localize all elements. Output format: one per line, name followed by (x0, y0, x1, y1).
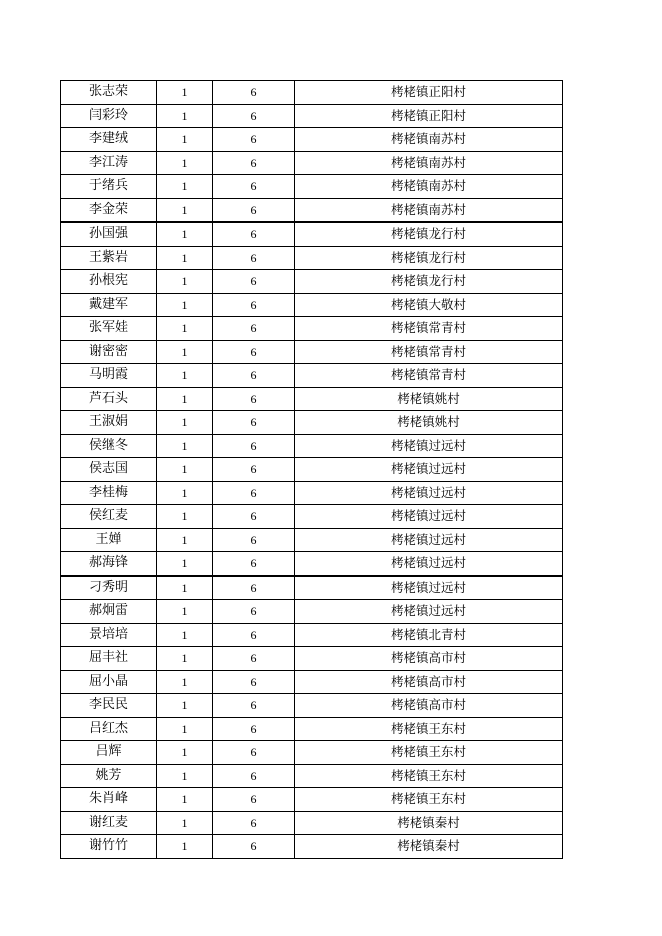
table-row (61, 128, 563, 152)
value-cell: 6 (213, 175, 295, 199)
name-cell: 李金荣 (61, 198, 157, 222)
table-row (61, 552, 563, 576)
value-cell: 6 (213, 670, 295, 694)
count-cell: 1 (157, 340, 213, 364)
value-cell: 6 (213, 458, 295, 482)
count-cell: 1 (157, 623, 213, 647)
name-cell: 李桂梅 (61, 481, 157, 505)
name-cell: 王紫岩 (61, 246, 157, 270)
address-cell: 栲栳镇过远村 (295, 600, 563, 624)
value-cell: 6 (213, 340, 295, 364)
address-cell: 栲栳镇龙行村 (295, 270, 563, 294)
name-cell: 王淑娟 (61, 411, 157, 435)
address-cell: 栲栳镇秦村 (295, 835, 563, 859)
name-cell: 李建绒 (61, 128, 157, 152)
data-table (60, 80, 563, 859)
address-cell: 栲栳镇过远村 (295, 481, 563, 505)
table-row (61, 788, 563, 812)
count-cell: 1 (157, 647, 213, 671)
count-cell: 1 (157, 717, 213, 741)
address-cell: 栲栳镇正阳村 (295, 104, 563, 128)
table-row (61, 458, 563, 482)
value-cell: 6 (213, 222, 295, 246)
value-cell: 6 (213, 387, 295, 411)
table-row (61, 835, 563, 859)
value-cell: 6 (213, 198, 295, 222)
count-cell: 1 (157, 270, 213, 294)
table-row (61, 317, 563, 341)
count-cell: 1 (157, 552, 213, 576)
count-cell: 1 (157, 387, 213, 411)
name-cell: 谢密密 (61, 340, 157, 364)
count-cell: 1 (157, 505, 213, 529)
count-cell: 1 (157, 81, 213, 105)
address-cell: 栲栳镇王东村 (295, 764, 563, 788)
table-row (61, 81, 563, 105)
value-cell: 6 (213, 246, 295, 270)
value-cell: 6 (213, 317, 295, 341)
table-row (61, 811, 563, 835)
table-row (61, 764, 563, 788)
table-row (61, 411, 563, 435)
value-cell: 6 (213, 104, 295, 128)
table-row (61, 151, 563, 175)
table-row (61, 600, 563, 624)
table-row (61, 528, 563, 552)
count-cell: 1 (157, 104, 213, 128)
count-cell: 1 (157, 458, 213, 482)
address-cell: 栲栳镇过远村 (295, 434, 563, 458)
address-cell: 栲栳镇龙行村 (295, 246, 563, 270)
value-cell: 6 (213, 764, 295, 788)
value-cell: 6 (213, 270, 295, 294)
address-cell: 栲栳镇高市村 (295, 670, 563, 694)
name-cell: 孙根宪 (61, 270, 157, 294)
address-cell: 栲栳镇正阳村 (295, 81, 563, 105)
value-cell: 6 (213, 600, 295, 624)
name-cell: 吕红杰 (61, 717, 157, 741)
name-cell: 闫彩玲 (61, 104, 157, 128)
name-cell: 李民民 (61, 694, 157, 718)
address-cell: 栲栳镇过远村 (295, 576, 563, 600)
table-row (61, 481, 563, 505)
name-cell: 侯志国 (61, 458, 157, 482)
count-cell: 1 (157, 317, 213, 341)
value-cell: 6 (213, 505, 295, 529)
address-cell: 栲栳镇常青村 (295, 340, 563, 364)
address-cell: 栲栳镇过远村 (295, 458, 563, 482)
address-cell: 栲栳镇王东村 (295, 717, 563, 741)
name-cell: 屈小晶 (61, 670, 157, 694)
address-cell: 栲栳镇北青村 (295, 623, 563, 647)
address-cell: 栲栳镇南苏村 (295, 175, 563, 199)
address-cell: 栲栳镇过远村 (295, 528, 563, 552)
name-cell: 刁秀明 (61, 576, 157, 600)
name-cell: 景培培 (61, 623, 157, 647)
count-cell: 1 (157, 481, 213, 505)
name-cell: 姚芳 (61, 764, 157, 788)
name-cell: 孙国强 (61, 222, 157, 246)
address-cell: 栲栳镇高市村 (295, 647, 563, 671)
table-row (61, 293, 563, 317)
table-row (61, 246, 563, 270)
count-cell: 1 (157, 198, 213, 222)
table-row (61, 364, 563, 388)
value-cell: 6 (213, 128, 295, 152)
address-cell: 栲栳镇常青村 (295, 317, 563, 341)
table-row (61, 198, 563, 222)
name-cell: 朱肖峰 (61, 788, 157, 812)
count-cell: 1 (157, 528, 213, 552)
name-cell: 郝炯雷 (61, 600, 157, 624)
count-cell: 1 (157, 788, 213, 812)
name-cell: 侯红麦 (61, 505, 157, 529)
address-cell: 栲栳镇龙行村 (295, 222, 563, 246)
value-cell: 6 (213, 623, 295, 647)
name-cell: 于绪兵 (61, 175, 157, 199)
name-cell: 屈丰社 (61, 647, 157, 671)
address-cell: 栲栳镇姚村 (295, 411, 563, 435)
table-row (61, 670, 563, 694)
table-row (61, 270, 563, 294)
table-row (61, 175, 563, 199)
address-cell: 栲栳镇秦村 (295, 811, 563, 835)
count-cell: 1 (157, 741, 213, 765)
count-cell: 1 (157, 151, 213, 175)
value-cell: 6 (213, 151, 295, 175)
table-row (61, 104, 563, 128)
name-cell: 谢红麦 (61, 811, 157, 835)
value-cell: 6 (213, 481, 295, 505)
count-cell: 1 (157, 600, 213, 624)
value-cell: 6 (213, 411, 295, 435)
name-cell: 张志荣 (61, 81, 157, 105)
count-cell: 1 (157, 811, 213, 835)
address-cell: 栲栳镇常青村 (295, 364, 563, 388)
address-cell: 栲栳镇过远村 (295, 552, 563, 576)
value-cell: 6 (213, 552, 295, 576)
count-cell: 1 (157, 364, 213, 388)
count-cell: 1 (157, 293, 213, 317)
table-row (61, 387, 563, 411)
table-row (61, 434, 563, 458)
value-cell: 6 (213, 434, 295, 458)
value-cell: 6 (213, 835, 295, 859)
address-cell: 栲栳镇过远村 (295, 505, 563, 529)
value-cell: 6 (213, 694, 295, 718)
value-cell: 6 (213, 293, 295, 317)
name-cell: 吕辉 (61, 741, 157, 765)
name-cell: 戴建军 (61, 293, 157, 317)
name-cell: 谢竹竹 (61, 835, 157, 859)
value-cell: 6 (213, 717, 295, 741)
name-cell: 王婵 (61, 528, 157, 552)
address-cell: 栲栳镇南苏村 (295, 198, 563, 222)
address-cell: 栲栳镇王东村 (295, 741, 563, 765)
name-cell: 郝海锋 (61, 552, 157, 576)
address-cell: 栲栳镇高市村 (295, 694, 563, 718)
name-cell: 芦石头 (61, 387, 157, 411)
value-cell: 6 (213, 647, 295, 671)
table-row (61, 741, 563, 765)
count-cell: 1 (157, 576, 213, 600)
table-row (61, 340, 563, 364)
table-row (61, 623, 563, 647)
count-cell: 1 (157, 175, 213, 199)
table-row (61, 694, 563, 718)
value-cell: 6 (213, 788, 295, 812)
count-cell: 1 (157, 694, 213, 718)
value-cell: 6 (213, 811, 295, 835)
address-cell: 栲栳镇王东村 (295, 788, 563, 812)
table-row (61, 505, 563, 529)
address-cell: 栲栳镇南苏村 (295, 128, 563, 152)
count-cell: 1 (157, 222, 213, 246)
table-body (61, 81, 563, 859)
count-cell: 1 (157, 764, 213, 788)
count-cell: 1 (157, 411, 213, 435)
table-row (61, 222, 563, 246)
value-cell: 6 (213, 364, 295, 388)
count-cell: 1 (157, 670, 213, 694)
name-cell: 侯继冬 (61, 434, 157, 458)
address-cell: 栲栳镇姚村 (295, 387, 563, 411)
value-cell: 6 (213, 528, 295, 552)
name-cell: 马明霞 (61, 364, 157, 388)
name-cell: 李江涛 (61, 151, 157, 175)
name-cell: 张军娃 (61, 317, 157, 341)
address-cell: 栲栳镇大敬村 (295, 293, 563, 317)
count-cell: 1 (157, 246, 213, 270)
value-cell: 6 (213, 81, 295, 105)
table-row (61, 576, 563, 600)
value-cell: 6 (213, 576, 295, 600)
count-cell: 1 (157, 835, 213, 859)
table-row (61, 647, 563, 671)
count-cell: 1 (157, 128, 213, 152)
value-cell: 6 (213, 741, 295, 765)
table-row (61, 717, 563, 741)
address-cell: 栲栳镇南苏村 (295, 151, 563, 175)
count-cell: 1 (157, 434, 213, 458)
